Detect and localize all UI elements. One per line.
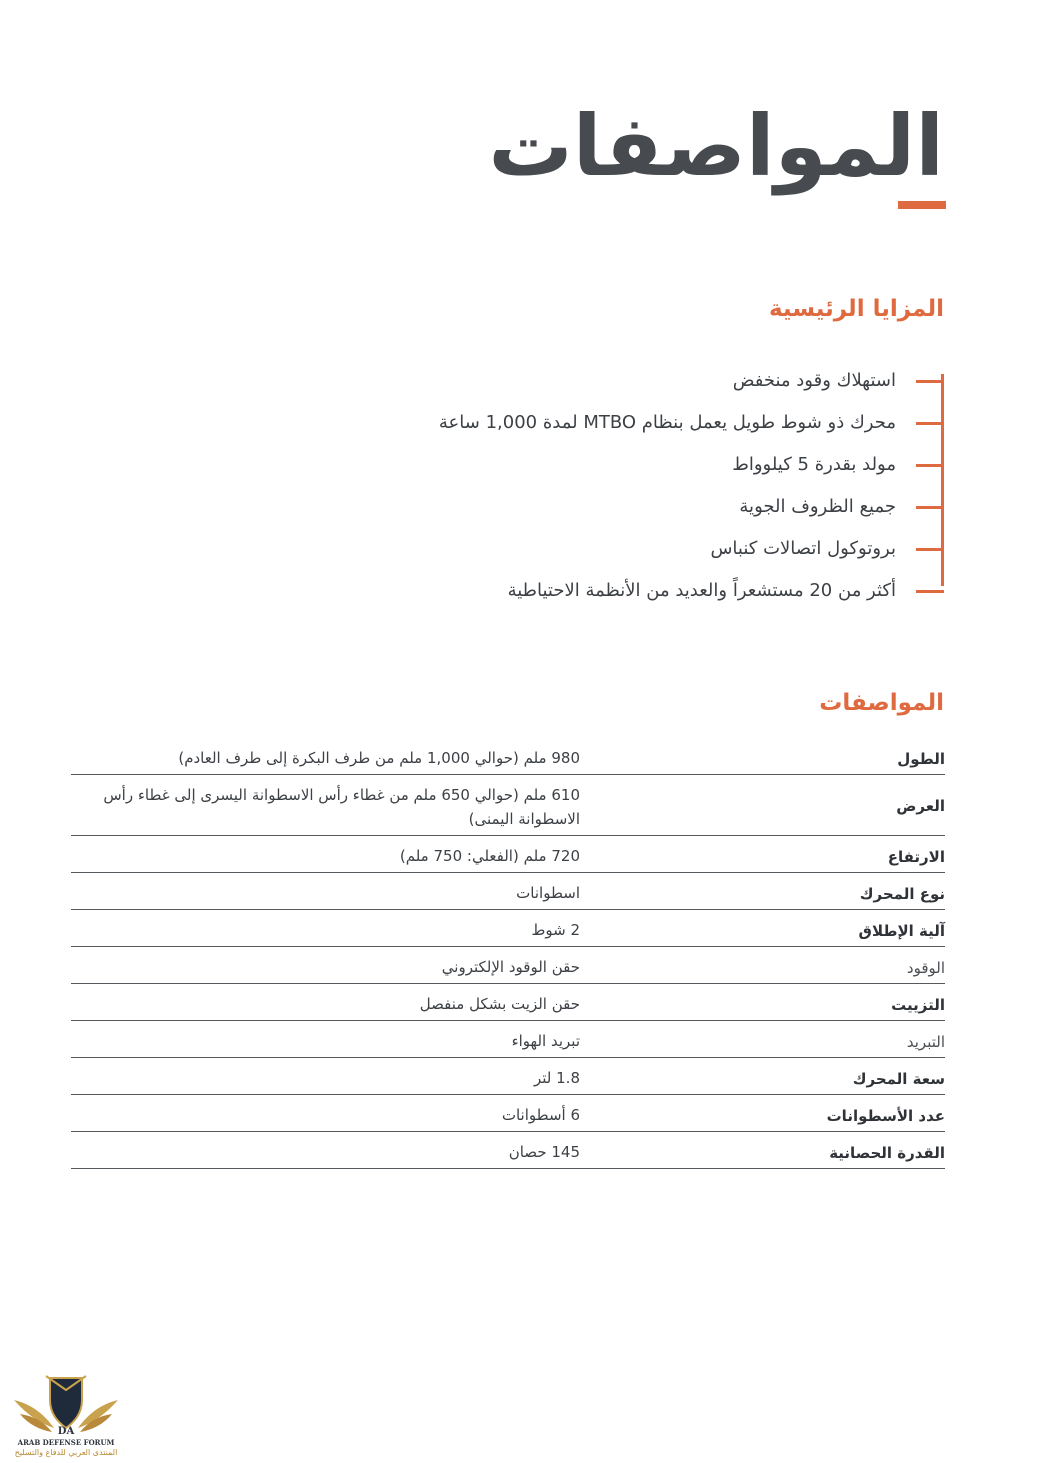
features-heading: المزايا الرئيسية: [768, 296, 944, 322]
spec-value: 720 ملم (الفعلي: 750 ملم): [399, 847, 580, 865]
features-section: [344, 360, 944, 600]
spec-value: 6 أسطوانات: [501, 1106, 580, 1124]
features-list: [344, 360, 944, 612]
spec-row-launch-mechanism: [71, 910, 945, 947]
spec-value: حقن الوقود الإلكتروني: [441, 958, 580, 976]
spec-label: التبريد: [906, 1033, 945, 1051]
spec-value: 980 ملم (حوالي 1,000 ملم من طرف البكرة إلى طرف العادم): [178, 749, 580, 767]
spec-value: 1.8 لتر: [533, 1069, 580, 1087]
spec-label: الطول: [897, 750, 945, 768]
spec-row-lubrication: [71, 984, 945, 1021]
logo-name-en: ARAB DEFENSE FORUM: [17, 1438, 115, 1447]
title-underline: [898, 201, 946, 209]
spec-value: حقن الزيت بشكل منفصل: [419, 995, 580, 1013]
feature-item: جميع الظروف الجوية: [344, 486, 944, 528]
feature-item: أكثر من 20 مستشعراً والعديد من الأنظمة الاحتياطية: [344, 570, 944, 612]
spec-row-horsepower: [71, 1132, 945, 1169]
spec-row-engine-type: [71, 873, 945, 910]
spec-label: عدد الأسطوانات: [826, 1107, 945, 1125]
spec-row-height: [71, 836, 945, 873]
specs-table: [71, 738, 945, 1169]
spec-label: سعة المحرك: [852, 1070, 945, 1088]
arab-defense-forum-logo: [6, 1370, 126, 1460]
spec-label: آلية الإطلاق: [858, 922, 945, 940]
spec-value: 145 حصان: [508, 1143, 580, 1161]
spec-label: القدرة الحصانية: [829, 1144, 945, 1162]
spec-row-width: [71, 775, 945, 836]
spec-label: العرض: [896, 797, 945, 815]
feature-item: مولد بقدرة 5 كيلوواط: [344, 444, 944, 486]
spec-row-cooling: [71, 1021, 945, 1058]
spec-value: 2 شوط: [531, 921, 580, 939]
spec-label: نوع المحرك: [859, 885, 945, 903]
spec-row-cylinders: [71, 1095, 945, 1132]
spec-label: الوقود: [906, 959, 945, 977]
logo-monogram: DA: [57, 1426, 75, 1437]
feature-item: محرك ذو شوط طويل يعمل بنظام MTBO لمدة 1,000 ساعة: [344, 402, 944, 444]
logo-name-ar: المنتدى العربي للدفاع والتسليح: [14, 1448, 118, 1457]
spec-row-fuel: [71, 947, 945, 984]
spec-label: التزييت: [891, 996, 945, 1014]
winged-shield-icon: [6, 1370, 126, 1438]
page-title: المواصفات: [488, 97, 944, 195]
spec-value: 610 ملم (حوالي 650 ملم من غطاء رأس الاسطوانة اليسرى إلى غطاء رأس الاسطوانة اليمنى): [103, 786, 580, 828]
spec-row-length: [71, 738, 945, 775]
spec-row-engine-capacity: [71, 1058, 945, 1095]
spec-value: تبريد الهواء: [511, 1032, 580, 1050]
spec-label: الارتفاع: [887, 848, 945, 866]
feature-item: استهلاك وقود منخفض: [344, 360, 944, 402]
specs-heading: المواصفات: [819, 690, 944, 716]
spec-value: اسطوانات: [516, 884, 580, 902]
feature-item: بروتوكول اتصالات كنباس: [344, 528, 944, 570]
